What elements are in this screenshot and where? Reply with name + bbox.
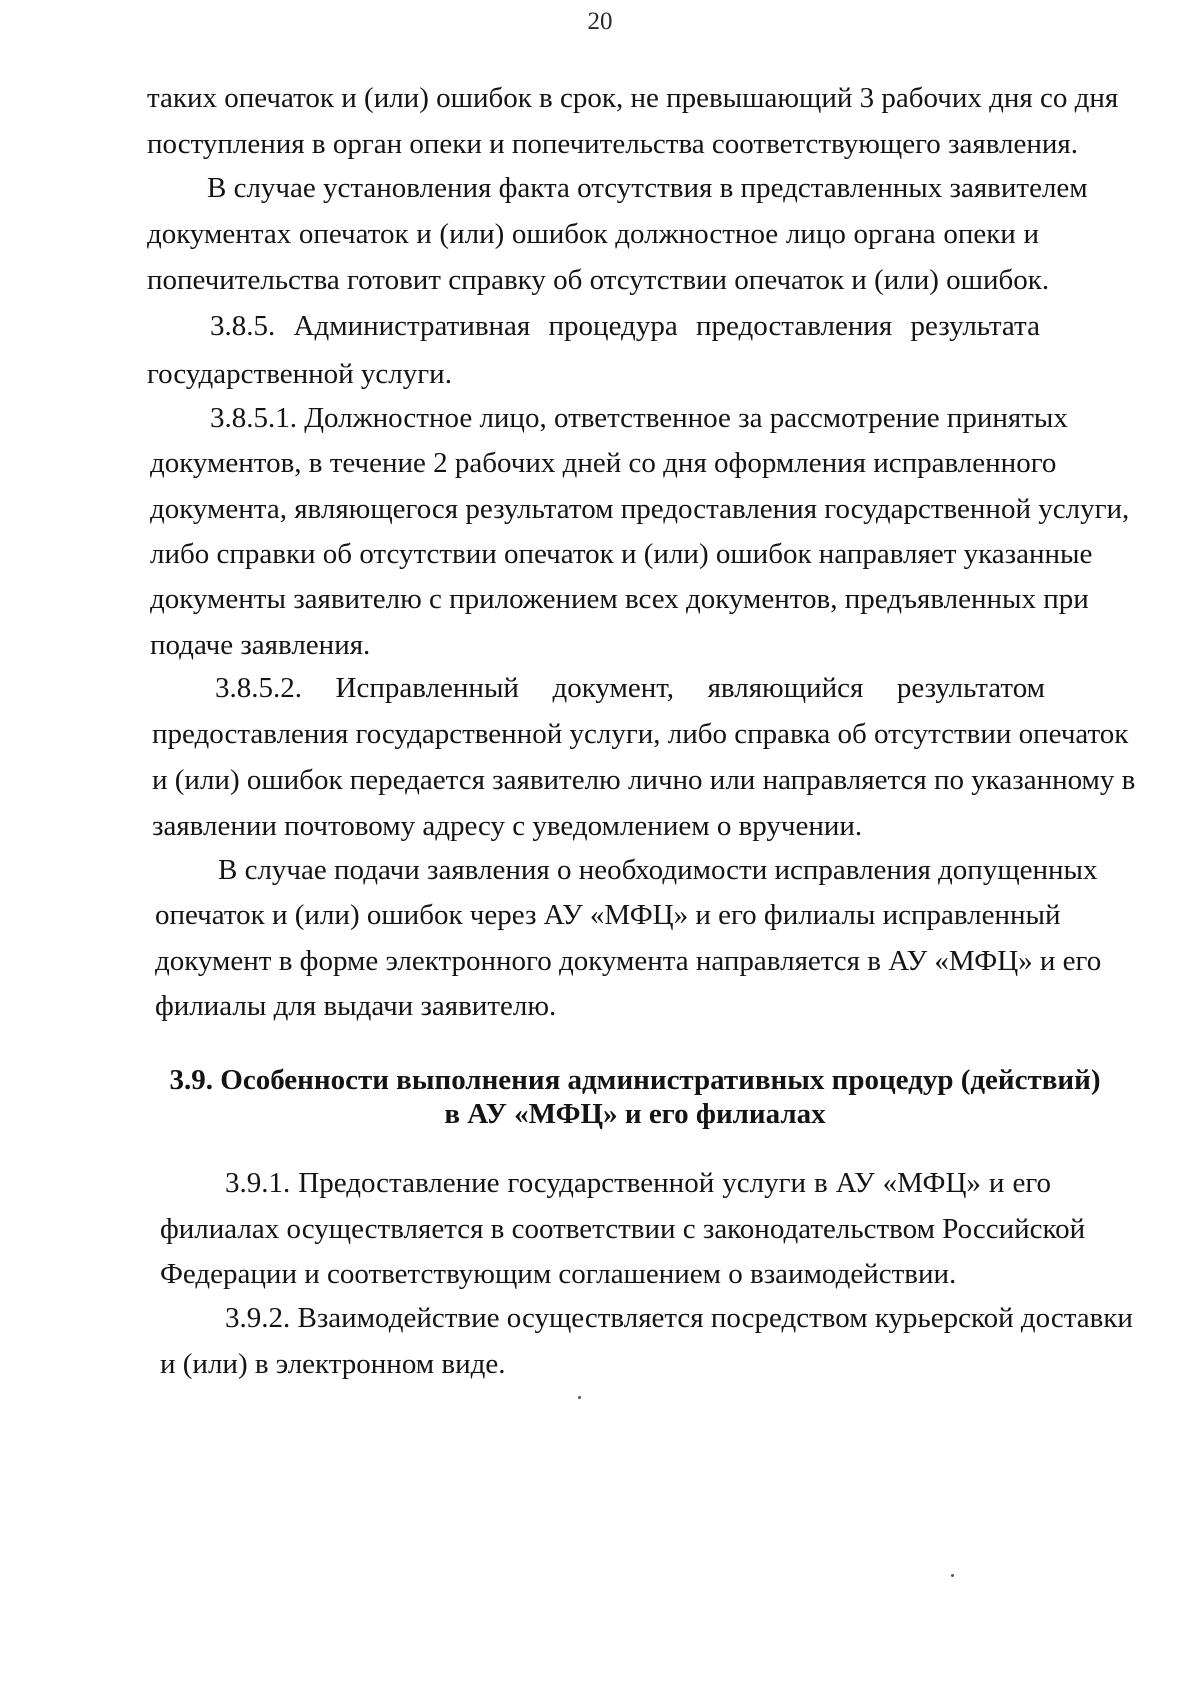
page-number: 20 — [587, 8, 613, 35]
text-line: государственной услуги. — [147, 358, 452, 390]
text-line: филиалах осуществляется в соответствии с законодательством Российской — [160, 1213, 1086, 1245]
text-line: документ в форме электронного документа направляется в АУ «МФЦ» и его — [155, 945, 1102, 977]
text-line: и (или) ошибок передается заявителю лично или направляется по указанному в — [152, 764, 1136, 796]
text-line — [215, 670, 1045, 706]
text-line: 3.9.2. Взаимодействие осуществляется посредством курьерской доставки — [225, 1302, 1133, 1334]
section-heading-line: в АУ «МФЦ» и его филиалах — [444, 1098, 826, 1130]
text-line: либо справки об отсутствии опечаток и (или) ошибок направляет указанные — [150, 538, 1093, 570]
word: Исправленный — [335, 672, 519, 704]
text-line: филиалы для выдачи заявителю. — [155, 990, 557, 1022]
text-line: документах опечаток и (или) ошибок должностное лицо органа опеки и — [147, 218, 1039, 250]
text-line: документы заявителю с приложением всех документов, предъявленных при — [150, 583, 1089, 615]
scan-speck — [951, 1574, 954, 1577]
section-heading-line: 3.9. Особенности выполнения административных процедур (действий) — [169, 1064, 1101, 1096]
text-line: и (или) в электронном виде. — [160, 1348, 506, 1380]
text-line: предоставления государственной услуги, либо справка об отсутствии опечаток — [152, 718, 1129, 750]
text-line: документа, являющегося результатом предоставления государственной услуги, — [150, 493, 1130, 525]
text-line: документов, в течение 2 рабочих дней со дня оформления исправленного — [150, 447, 1057, 479]
text-line: подаче заявления. — [150, 629, 371, 661]
clause-number: 3.8.5.2. — [215, 672, 302, 704]
text-line: В случае установления факта отсутствия в представленных заявителем — [207, 172, 1088, 204]
word: являющийся — [707, 672, 864, 704]
text-line: 3.8.5.1. Должностное лицо, ответственное за рассмотрение принятых — [210, 402, 1068, 434]
text-line: В случае подачи заявления о необходимости исправления допущенных — [218, 854, 1098, 886]
word: результата — [910, 310, 1040, 342]
word: процедура — [548, 310, 678, 342]
text-line: заявлении почтовому адресу с уведомлением о вручении. — [152, 810, 863, 842]
text-line: опечаток и (или) ошибок через АУ «МФЦ» и его филиалы исправленный — [155, 899, 1061, 931]
word: предоставления — [695, 310, 893, 342]
text-line: Федерации и соответствующим соглашением о взаимодействии. — [160, 1258, 957, 1290]
text-line: таких опечаток и (или) ошибок в срок, не превышающий 3 рабочих дня со дня — [147, 82, 1119, 114]
scan-speck — [578, 1396, 581, 1399]
word: документ, — [552, 672, 675, 704]
word: результатом — [896, 672, 1045, 704]
text-line: 3.9.1. Предоставление государственной услуги в АУ «МФЦ» и его — [225, 1167, 1051, 1199]
text-line: попечительства готовит справку об отсутствии опечаток и (или) ошибок. — [147, 264, 1050, 296]
clause-number: 3.8.5. — [210, 310, 276, 342]
text-line — [210, 308, 1040, 344]
word: Административная — [293, 310, 531, 342]
text-line: поступления в орган опеки и попечительства соответствующего заявления. — [147, 128, 1078, 160]
